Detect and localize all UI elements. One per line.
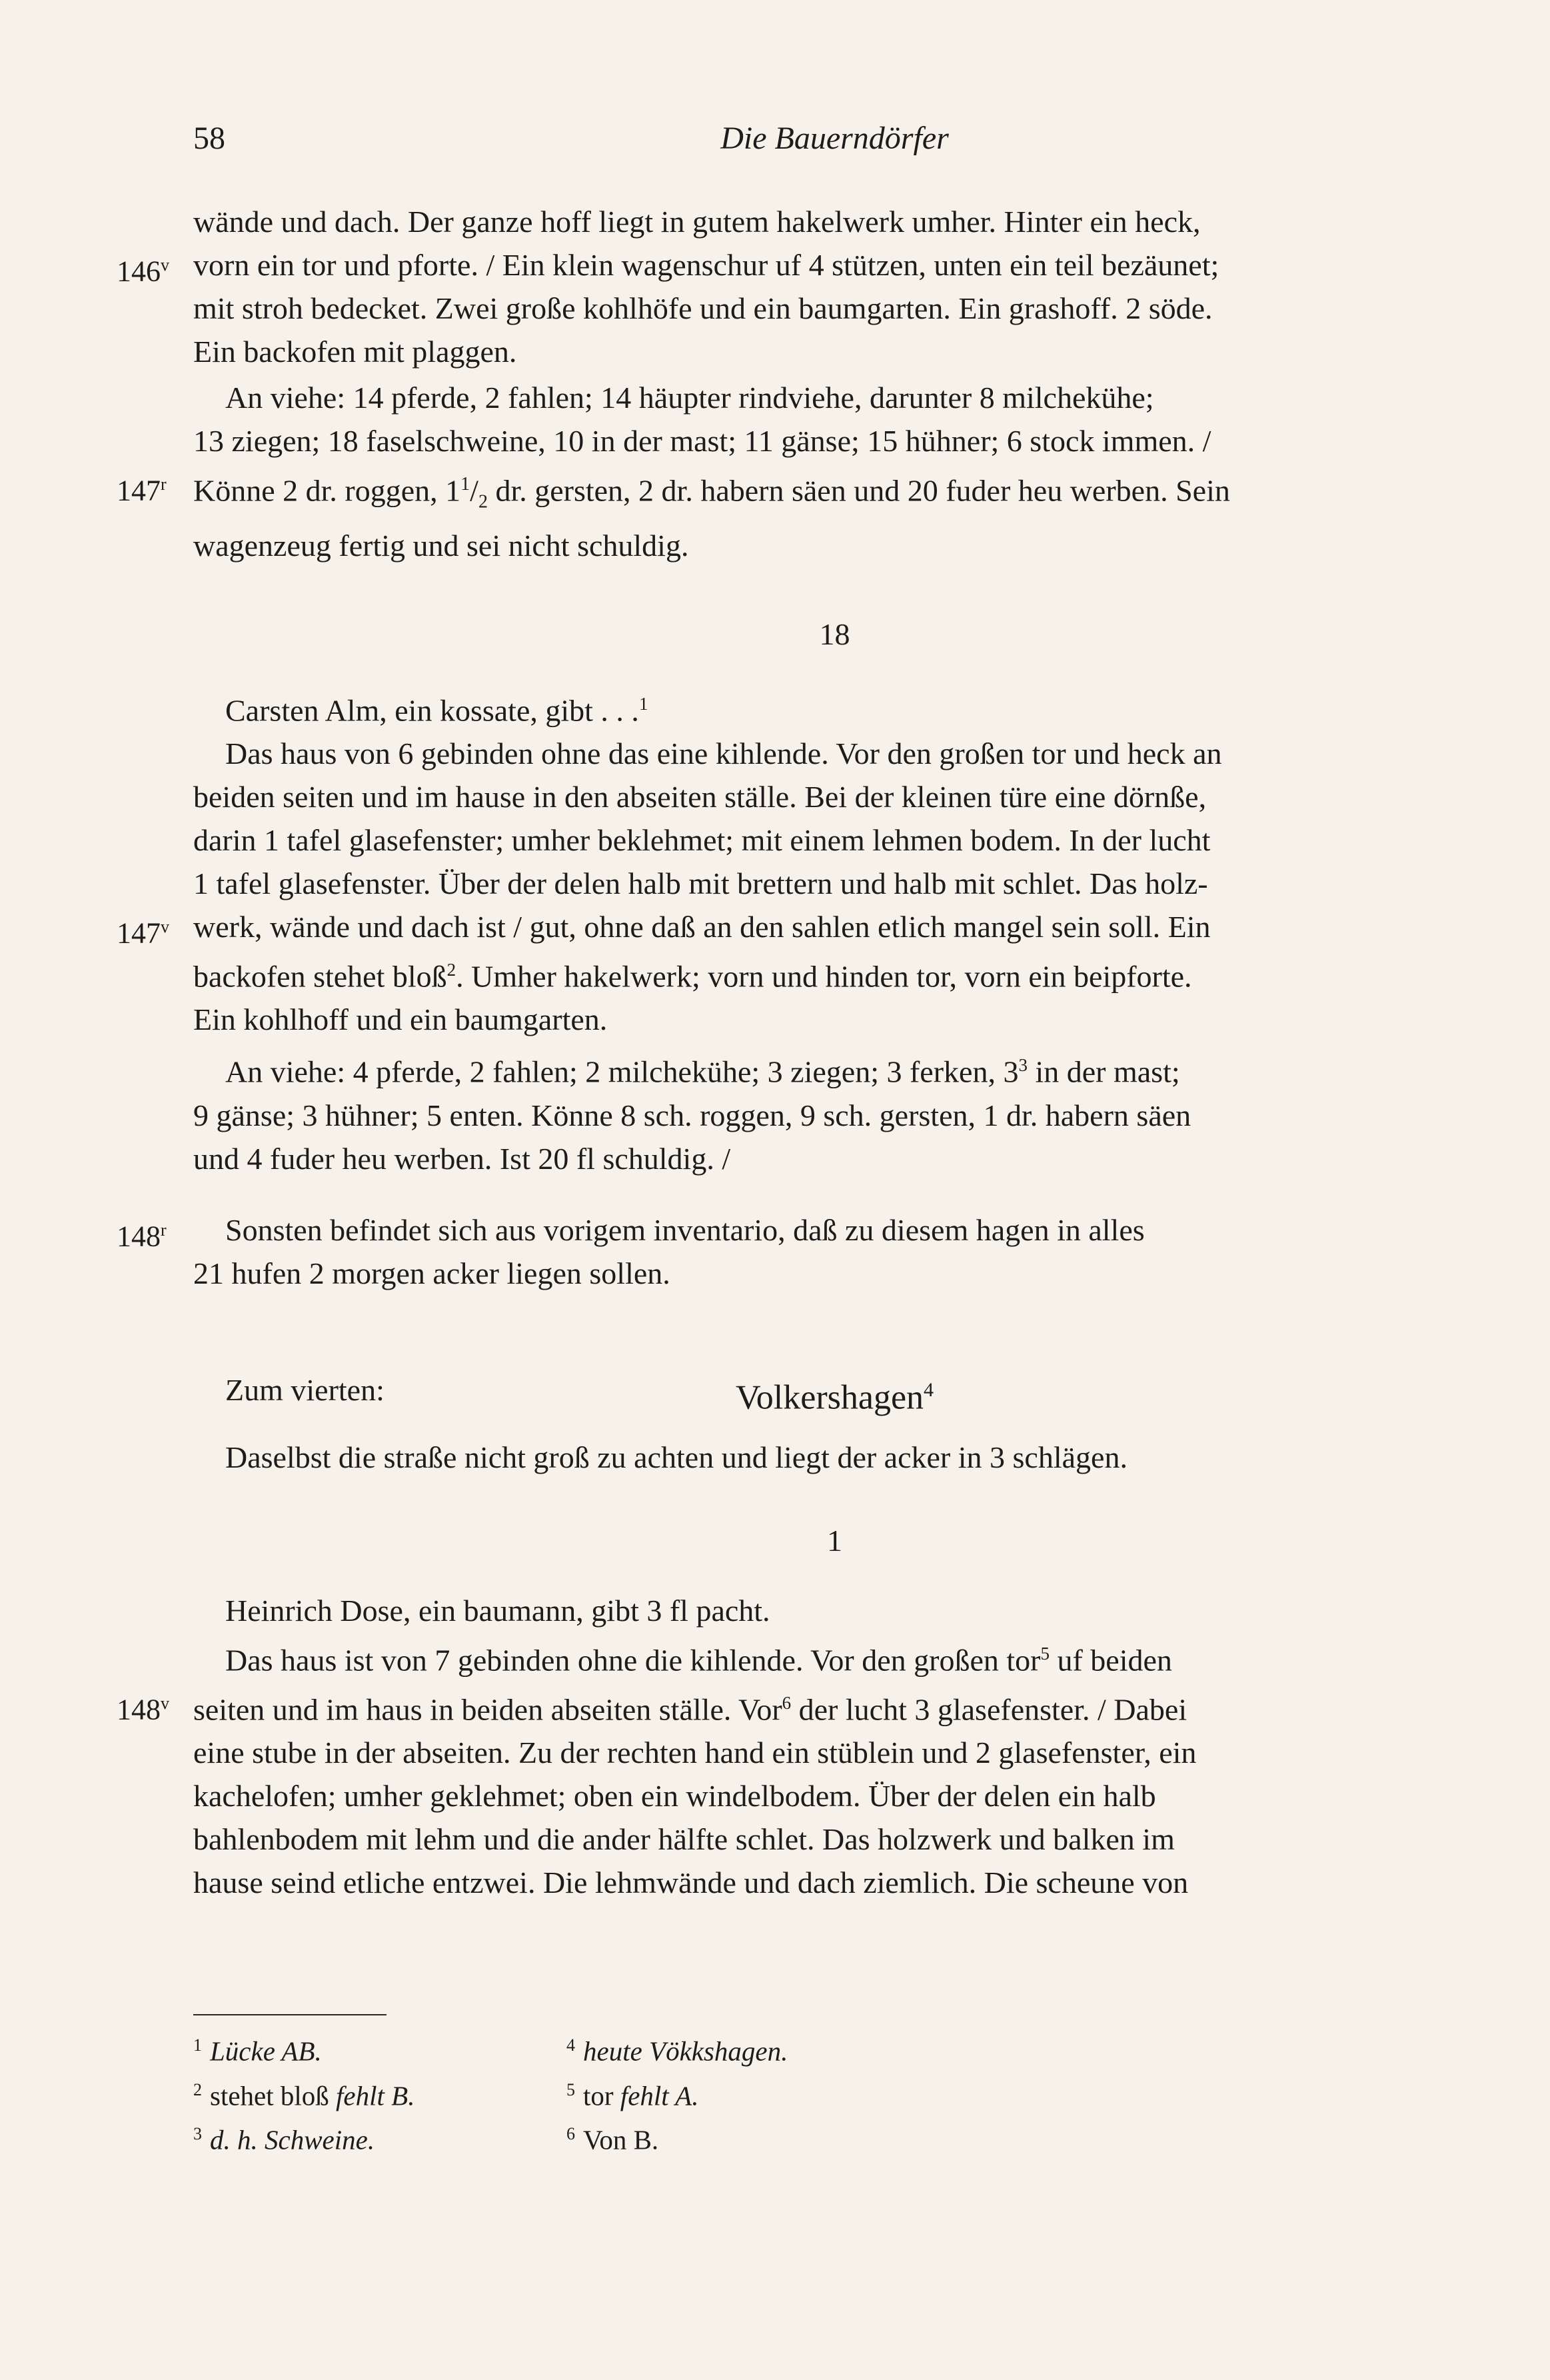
footnote-rule <box>193 2014 387 2015</box>
text-fragment: Carsten Alm, ein kossate, gibt . . . <box>225 692 639 727</box>
folio-number: 148 <box>117 1693 161 1726</box>
footnote-ref: 4 <box>924 1378 934 1401</box>
text-fragment: Könne 2 dr. roggen, 1 <box>193 473 461 508</box>
footnote-number: 1 <box>193 2035 202 2055</box>
text-line: beiden seiten und im hause in den abseiten ställe. Bei der kleinen türe eine dörnße, <box>193 779 1207 814</box>
footnote-text: Von B. <box>583 2124 659 2155</box>
text-line: bahlenbodem mit lehm und die ander hälfte schlet. Das holzwerk und balken im <box>193 1822 1175 1857</box>
text-line-with-folio <box>117 463 1476 524</box>
text-line: Sonsten befindet sich aus vorigem inventario, daß zu diesem hagen in alles <box>225 1212 1145 1247</box>
running-title: Die Bauerndörfer <box>720 121 949 156</box>
text-line: wände und dach. Der ganze hoff liegt in gutem hakelwerk umher. Hinter ein heck, <box>193 205 1201 239</box>
footnote-ref: 6 <box>782 1692 792 1713</box>
text-line: 1 tafel glasefenster. Über der delen halb mit brettern und halb mit schlet. Das holz- <box>193 866 1208 900</box>
folio-side: r <box>161 475 167 494</box>
text-fragment: . Umher hakelwerk; vorn und hinden tor, vorn ein beipforte. <box>456 959 1192 994</box>
section-heading <box>193 1368 1476 1416</box>
folio-note <box>117 905 169 955</box>
text-line: und 4 fuder heu werben. Ist 20 fl schuldig. / <box>193 1141 731 1176</box>
folio-side: v <box>161 255 169 275</box>
footnote-3 <box>193 2115 540 2159</box>
fraction-numerator: 1 <box>460 474 470 495</box>
text-line <box>193 682 1476 732</box>
folio-number: 147 <box>117 916 161 950</box>
footnote-number: 6 <box>566 2124 575 2144</box>
text-line-with-folio <box>117 905 1476 950</box>
entry-number: 18 <box>819 616 850 651</box>
footnote-ref: 3 <box>1018 1055 1028 1076</box>
section-title <box>193 1368 1476 1419</box>
text-fragment: uf beiden <box>1049 1642 1172 1677</box>
footnote-number: 3 <box>193 2124 202 2144</box>
page-number: 58 <box>193 121 225 156</box>
footnote-number: 2 <box>193 2079 202 2099</box>
paragraph <box>117 376 1476 567</box>
paragraph <box>117 1589 1476 1905</box>
footnote-column <box>566 2026 913 2159</box>
footnote-text: stehet bloß <box>210 2080 329 2111</box>
text-fragment: dr. gersten, 2 dr. habern säen und 20 fuder heu werben. Sein <box>487 473 1230 508</box>
footnote-6 <box>566 2115 913 2159</box>
footnote-ref: 5 <box>1040 1643 1050 1664</box>
folio-side: r <box>161 1220 167 1240</box>
footnote-1 <box>193 2026 540 2071</box>
text-line: 9 gänse; 3 hühner; 5 enten. Könne 8 sch. roggen, 9 sch. gersten, 1 dr. habern säen <box>193 1098 1191 1132</box>
village-name: Volkershagen <box>735 1378 924 1416</box>
text-line-with-folio <box>117 1682 1476 1731</box>
entry-number: 1 <box>827 1523 842 1558</box>
text-fragment: An viehe: 4 pferde, 2 fahlen; 2 milchekühe; 3 ziegen; 3 ferken, 3 <box>225 1054 1019 1089</box>
footnote-text: d. h. Schweine. <box>210 2124 375 2155</box>
paragraph <box>193 1044 1476 1180</box>
text-line: hause seind etliche entzwei. Die lehmwände und dach ziemlich. Die scheune von <box>193 1865 1189 1900</box>
footnote-ref: 2 <box>446 959 456 980</box>
paragraph <box>117 200 1476 373</box>
text-line: Das haus von 6 gebinden ohne das eine kihlende. Vor den großen tor und heck an <box>225 736 1222 770</box>
text-line: 21 hufen 2 morgen acker liegen sollen. <box>193 1256 670 1290</box>
footnote-text: heute Vökkshagen. <box>583 2035 788 2067</box>
text-line: Ein kohlhoff und ein baumgarten. <box>193 1002 608 1037</box>
text-line-with-folio <box>117 1208 1476 1253</box>
folio-side: v <box>161 1693 169 1713</box>
footnote-column <box>193 2026 540 2159</box>
section-label: Zum vierten: <box>225 1372 385 1407</box>
page-header <box>193 120 1476 173</box>
footnote-italic: fehlt A. <box>620 2080 699 2111</box>
folio-note <box>117 1682 169 1732</box>
text-line: 13 ziegen; 18 faselschweine, 10 in der mast; 11 gänse; 15 hühner; 6 stock immen. / <box>193 424 1211 458</box>
text-line <box>193 948 1476 998</box>
text-line <box>193 1632 1476 1682</box>
text-line: kachelofen; umher geklehmet; oben ein windelbodem. Über der delen ein halb <box>193 1779 1156 1813</box>
footnote-text: tor <box>583 2080 614 2111</box>
text-line: Heinrich Dose, ein baumann, gibt 3 fl pacht. <box>225 1593 770 1628</box>
text-line: wagenzeug fertig und sei nicht schuldig. <box>193 528 689 563</box>
paragraph <box>193 1436 1476 1479</box>
text-line: Daselbst die straße nicht groß zu achten und liegt der acker in 3 schlägen. <box>225 1440 1128 1474</box>
folio-number: 147 <box>117 474 161 507</box>
text-line: vorn ein tor und pforte. / Ein klein wagenschur uf 4 stützen, unten ein teil bezäunet; <box>193 248 1219 282</box>
folio-note <box>117 243 169 293</box>
text-line: werk, wände und dach ist / gut, ohne daß an den sahlen etlich mangel sein soll. Ein <box>193 909 1211 944</box>
text-line: eine stube in der abseiten. Zu der rechten hand ein stüblein und 2 glasefenster, ein <box>193 1736 1197 1770</box>
folio-side: v <box>161 916 169 936</box>
footnote-2 <box>193 2071 540 2115</box>
footnote-5 <box>566 2071 913 2115</box>
folio-number: 146 <box>117 255 161 288</box>
footnote-italic: fehlt B. <box>336 2080 415 2111</box>
text-line: Ein backofen mit plaggen. <box>193 335 517 369</box>
footnote-text: Lücke AB. <box>210 2035 322 2067</box>
text-fragment: backofen stehet bloß <box>193 959 447 994</box>
folio-note <box>117 1208 167 1258</box>
folio-note <box>117 463 167 513</box>
paragraph <box>117 682 1476 1042</box>
text-fragment: Das haus ist von 7 gebinden ohne die kihlende. Vor den großen tor <box>225 1642 1041 1677</box>
folio-number: 148 <box>117 1220 161 1253</box>
text-line: An viehe: 14 pferde, 2 fahlen; 14 häupter rindviehe, darunter 8 milchekühe; <box>225 381 1154 415</box>
fraction-separator: / <box>470 473 478 508</box>
text-line-with-folio <box>117 243 1476 288</box>
main-text <box>117 200 1476 1904</box>
text-line: darin 1 tafel glasefenster; umher beklehmet; mit einem lehmen bodem. In der lucht <box>193 822 1211 857</box>
text-fragment: der lucht 3 glasefenster. / Dabei <box>791 1692 1187 1727</box>
footnote-ref: 1 <box>638 693 648 714</box>
fraction-denominator: 2 <box>478 491 488 513</box>
text-fragment: in der mast; <box>1027 1054 1180 1089</box>
text-fragment: seiten und im haus in beiden abseiten ställe. Vor <box>193 1692 782 1727</box>
text-line: mit stroh bedecket. Zwei große kohlhöfe und ein baumgarten. Ein grashoff. 2 söde. <box>193 291 1213 325</box>
footnote-4 <box>566 2026 913 2071</box>
text-line <box>193 1044 1476 1093</box>
footnote-number: 5 <box>566 2079 575 2099</box>
footnote-number: 4 <box>566 2035 575 2055</box>
paragraph <box>117 1208 1476 1295</box>
